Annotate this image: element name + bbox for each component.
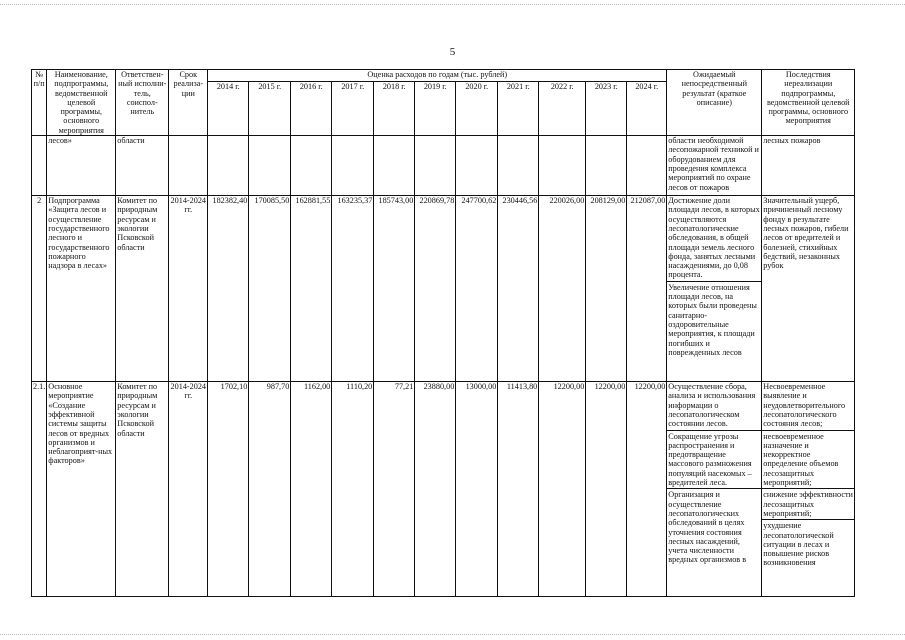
row-value xyxy=(498,136,539,196)
row-result xyxy=(667,382,762,597)
row-value: 220869,78 xyxy=(415,196,456,382)
row-value: 230446,56 xyxy=(498,196,539,382)
row-name: Основное мероприятие «Создание эффективной системы защиты лесов от вредных организмов и неблагоприят-ных факторов» xyxy=(47,382,116,597)
row-value xyxy=(249,136,291,196)
row-value xyxy=(208,136,249,196)
header-responsible: Ответствен-ный исполни-тель, соиспол-нитель xyxy=(116,70,169,136)
row-value: 185743,00 xyxy=(374,196,415,382)
row-value xyxy=(374,136,415,196)
row-value: 12200,00 xyxy=(627,382,667,597)
scan-top-edge xyxy=(0,4,905,5)
row-value: 220026,00 xyxy=(539,196,586,382)
header-year: 2018 г. xyxy=(374,82,415,136)
row-term: 2014-2024 гг. xyxy=(169,196,208,382)
header-year: 2016 г. xyxy=(291,82,332,136)
header-year: 2023 г. xyxy=(586,82,627,136)
row-consequence xyxy=(762,382,855,597)
table-row xyxy=(32,382,855,597)
header-consequence: Последствия нереализации подпрограммы, ведомственной целевой программы, основного мероприятия xyxy=(762,70,855,136)
row-term xyxy=(169,136,208,196)
header-year: 2021 г. xyxy=(498,82,539,136)
row-value: 23880,00 xyxy=(415,382,456,597)
row-result xyxy=(667,136,762,196)
row-no: 2.1. xyxy=(32,382,47,597)
row-value: 170085,50 xyxy=(249,196,291,382)
row-consequence xyxy=(762,196,855,382)
row-result xyxy=(667,196,762,382)
result-paragraph: Увеличение отношения площади лесов, на которых были проведены санитарно-оздоровительные мероприятия, к площади погибших и поврежденных лесов xyxy=(667,281,761,357)
row-term: 2014-2024 гг. xyxy=(169,382,208,597)
row-value xyxy=(332,136,374,196)
scan-bottom-edge xyxy=(0,634,905,635)
header-name: Наименование, подпрограммы, ведомственной целевой программы, основного мероприятия xyxy=(47,70,116,136)
result-paragraph: Осуществление сбора, анализа и использования информации о лесопатологическом состоянии лесов. xyxy=(668,382,756,429)
header-year: 2019 г. xyxy=(415,82,456,136)
row-value xyxy=(415,136,456,196)
consequence-paragraph: снижение эффективности лесозащитных мероприятий; xyxy=(763,490,853,518)
header-term: Срок реализа-ции xyxy=(169,70,208,136)
table-row xyxy=(32,196,855,382)
header-year: 2014 г. xyxy=(208,82,249,136)
header-result: Ожидаемый непосредственный результат (краткое описание) xyxy=(667,70,762,136)
row-value: 77,21 xyxy=(374,382,415,597)
row-value: 162881,55 xyxy=(291,196,332,382)
row-responsible: области xyxy=(116,136,169,196)
result-paragraph: Организация и осуществление лесопатологических обследований в целях уточнения состояния лесных насаждений, учета численности вредных организмов в xyxy=(667,488,761,564)
header-year: 2022 г. xyxy=(539,82,586,136)
header-row-top xyxy=(32,70,855,82)
row-value xyxy=(539,136,586,196)
header-year: 2015 г. xyxy=(249,82,291,136)
row-name: лесов» xyxy=(47,136,116,196)
row-value: 182382,40 xyxy=(208,196,249,382)
budget-table xyxy=(31,69,855,597)
row-value xyxy=(456,136,498,196)
row-value: 987,70 xyxy=(249,382,291,597)
row-value xyxy=(627,136,667,196)
row-no: 2 xyxy=(32,196,47,382)
row-value: 208129,00 xyxy=(586,196,627,382)
row-name: Подпрограмма «Защита лесов и осуществление государственного лесного и государственного пожарного надзора в лесах» xyxy=(47,196,116,382)
row-value: 212087,00 xyxy=(627,196,667,382)
consequence-paragraph: несвоевременное назначение и некорректное определение объемов лесозащитных мероприятий; xyxy=(762,430,854,488)
row-no xyxy=(32,136,47,196)
header-year: 2020 г. xyxy=(456,82,498,136)
row-value: 1110,20 xyxy=(332,382,374,597)
result-paragraph: Сокращение угрозы распространения и предотвращение массового размножения популяций насекомых – вредителей леса. xyxy=(667,430,761,488)
row-value: 163235,37 xyxy=(332,196,374,382)
consequence-paragraph: Значительный ущерб, причиненный лесному фонду в результате лесных пожаров, гибели лесов от вредителей и болезней, стихийных бедствий, незаконных рубок xyxy=(763,196,849,271)
consequence-paragraph: ухудшение лесопатологической ситуации в лесах и повышение рисков возникновения xyxy=(762,519,854,567)
row-consequence xyxy=(762,136,855,196)
result-paragraph: Достижение доли площади лесов, в которых осуществляются лесопатологические обследования, в общей площади земель лесного фонда, занятых лесными насаждениями, до 0,08 процента. xyxy=(668,196,760,280)
header-costs: Оценка расходов по годам (тыс. рублей) xyxy=(208,70,667,82)
result-paragraph: области необходимой лесопожарной техникой и оборудованием для проведения комплекса мероприятий по охране лесов от пожаров xyxy=(668,136,759,192)
row-value: 1162,00 xyxy=(291,382,332,597)
row-value xyxy=(586,136,627,196)
page-number: 5 xyxy=(449,46,456,58)
row-responsible: Комитет по природным ресурсам и экологии Псковской области xyxy=(116,196,169,382)
row-value xyxy=(291,136,332,196)
row-value: 1702,10 xyxy=(208,382,249,597)
header-year: 2017 г. xyxy=(332,82,374,136)
row-value: 247700,62 xyxy=(456,196,498,382)
row-value: 11413,80 xyxy=(498,382,539,597)
row-value: 13000,00 xyxy=(456,382,498,597)
row-responsible: Комитет по природным ресурсам и экологии Псковской области xyxy=(116,382,169,597)
header-no: № п/п xyxy=(32,70,47,136)
row-value: 12200,00 xyxy=(539,382,586,597)
consequence-paragraph: Несвоевременное выявление и неудовлетворительного лесопатологического состояния лесов; xyxy=(763,382,846,429)
consequence-paragraph: лесных пожаров xyxy=(763,136,821,146)
header-year: 2024 г. xyxy=(627,82,667,136)
table-row xyxy=(32,136,855,196)
row-value: 12200,00 xyxy=(586,382,627,597)
